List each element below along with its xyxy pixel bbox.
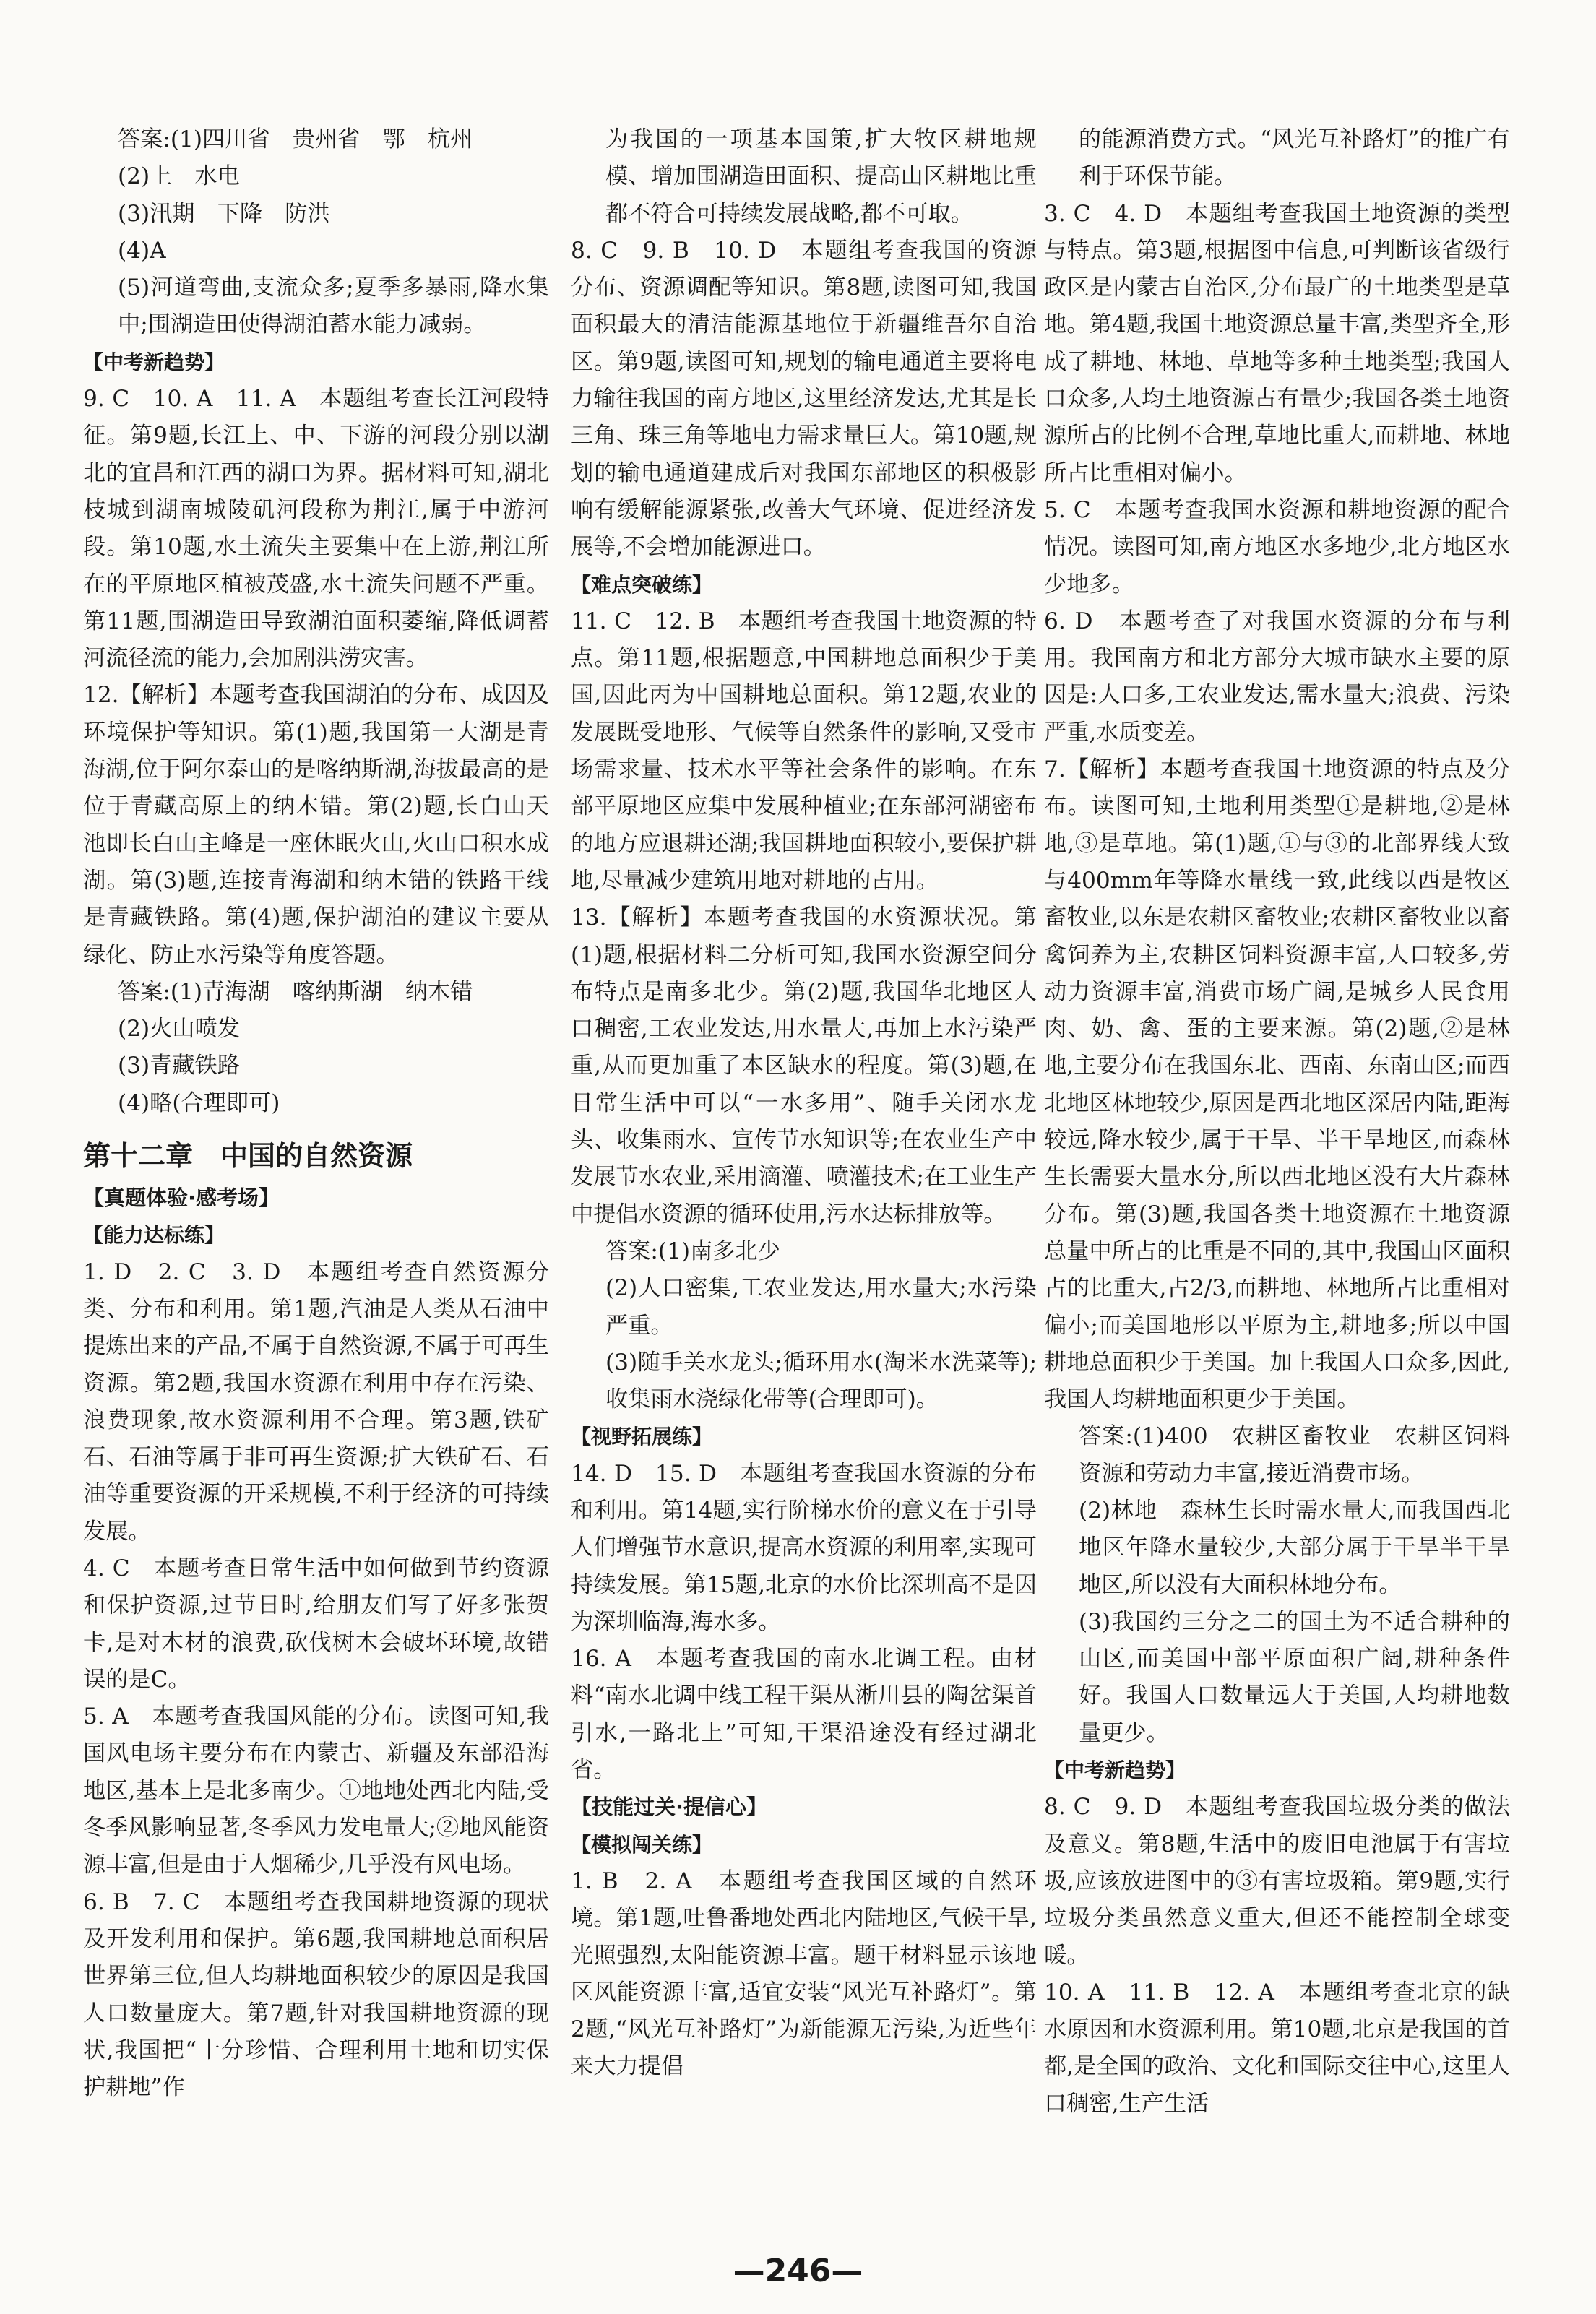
answer-paragraph: 8. C 9. D 本题组考查我国垃圾分类的做法及意义。第8题,生活中的废旧电池属于有害垃圾,应该放进图中的③有害垃圾箱。第9题,实行垃圾分类虽然意义重大,但还不能控制全球变暖。: [1044, 1794, 1510, 1969]
answer-line: 答案:(1)青海湖 喀纳斯湖 纳木错: [118, 978, 473, 1005]
page-number: —246—: [733, 2253, 863, 2289]
answer-paragraph: 10. A 11. B 12. A 本题组考查北京的缺水原因和水资源利用。第10题,北京是我国的首都,是全国的政治、文化和国际交往中心,这里人口稠密,生产生活: [1044, 1979, 1510, 2117]
section-heading: 【中考新趋势】: [83, 350, 225, 374]
answer-paragraph: 8. C 9. B 10. D 本题组考查我国的资源分布、资源调配等知识。第8题,读图可知,我国面积最大的清洁能源基地位于新疆维吾尔自治区。第9题,读图可知,规划的输电通道主要将电力输往我国的南方地区,这里经济发达,尤其是长三角、珠三角等地电力需求量巨大。第10题,规划的输电通道建成后对我国东部地区的积极影响有缓解能源紧张,改善大气环境、促进经济发展等,不会增加能源进口。: [571, 237, 1037, 561]
answer-paragraph: 13.【解析】本题考查我国的水资源状况。第(1)题,根据材料二分析可知,我国水资源空间分布特点是南多北少。第(2)题,我国华北地区人口稠密,工农业发达,用水量大,再加上水污染严重,从而更加重了本区缺水的程度。第(3)题,在日常生活中可以“一水多用”、随手关闭水龙头、收集雨水、宣传节水知识等;在农业生产中发展节水农业,采用滴灌、喷灌技术;在工业生产中提倡水资源的循环使用,污水达标排放等。: [571, 905, 1037, 1227]
column-right: [1044, 121, 1510, 2123]
answer-line: 答案:(1)四川省 贵州省 鄂 杭州: [118, 126, 473, 152]
answer-paragraph: 14. D 15. D 本题组考查我国水资源的分布和利用。第14题,实行阶梯水价的意义在于引导人们增强节水意识,提高水资源的利用率,实现可持续发展。第15题,北京的水价比深圳高不是因为深圳临海,海水多。: [571, 1460, 1037, 1635]
answer-line: (3)汛期 下降 防洪: [118, 200, 330, 227]
answer-paragraph: 12.【解析】本题考查我国湖泊的分布、成因及环境保护等知识。第(1)题,我国第一大湖是青海湖,位于阿尔泰山的是喀纳斯湖,海拔最高的是位于青藏高原上的纳木错。第(2)题,长白山天池即长白山主峰是一座休眠火山,火山口积水成湖。第(3)题,连接青海湖和纳木错的铁路干线是青藏铁路。第(4)题,保护湖泊的建议主要从绿化、防止水污染等角度答题。: [83, 682, 549, 968]
answer-paragraph: 7.【解析】本题考查我国土地资源的特点及分布。读图可知,土地利用类型①是耕地,②是林地,③是草地。第(1)题,①与③的北部界线大致与400mm年等降水量线一致,此线以西是牧区畜牧业,以东是农耕区畜牧业;农耕区畜牧业以畜禽饲养为主,农耕区饲料资源丰富,人口较多,劳动力资源丰富,消费市场广阔,是城乡人民食用肉、奶、禽、蛋的主要来源。第(2)题,②是林地,主要分布在我国东北、西南、东南山区;而西北地区林地较少,原因是西北地区深居内陆,距海较远,降水较少,属于干旱、半干旱地区,而森林生长需要大量水分,所以西北地区没有大片森林分布。第(3)题,我国各类土地资源在土地资源总量中所占的比重是不同的,其中,我国山区面积占的比重大,占2/3,而耕地、林地所占比重相对偏小;而美国地形以平原为主,耕地多;所以中国耕地总面积少于美国。加上我国人口众多,因此,我国人均耕地面积更少于美国。: [1044, 756, 1510, 1413]
column-left: [83, 121, 549, 2106]
answer-line: (2)林地 森林生长时需水量大,而我国西北地区年降水量较少,大部分属于干旱半干旱地区,所以没有大面积林地分布。: [1079, 1497, 1510, 1598]
answer-paragraph: 11. C 12. B 本题组考查我国土地资源的特点。第11题,根据题意,中国耕地总面积少于美国,因此丙为中国耕地总面积。第12题,农业的发展既受地形、气候等自然条件的影响,又受市场需求量、技术水平等社会条件的影响。在东部平原地区应集中发展种植业;在东部河湖密布的地方应退耕还湖;我国耕地面积较小,要保护耕地,尽量减少建筑用地对耕地的占用。: [571, 608, 1037, 894]
answer-line: (2)人口密集,工农业发达,用水量大;水污染严重。: [605, 1275, 1037, 1339]
answer-line: (3)我国约三分之二的国土为不适合耕种的山区,而美国中部平原面积广阔,耕种条件好。我国人口数量远大于美国,人均耕地数量更少。: [1079, 1608, 1510, 1746]
answer-paragraph: 6. D 本题考查了对我国水资源的分布与利用。我国南方和北方部分大城市缺水主要的原因是:人口多,工农业发达,需水量大;浪费、污染严重,水质变差。: [1044, 608, 1510, 746]
answer-line: 答案:(1)400 农耕区畜牧业 农耕区饲料资源和劳动力丰富,接近消费市场。: [1079, 1423, 1510, 1487]
answer-line: 为我国的一项基本国策,扩大牧区耕地规模、增加围湖造田面积、提高山区耕地比重都不符合可持续发展战略,都不可取。: [605, 126, 1037, 227]
answer-line: (3)随手关水龙头;循环用水(淘米水洗菜等);收集雨水浇绿化带等(合理即可)。: [605, 1349, 1037, 1413]
section-heading: 【视野拓展练】: [571, 1425, 713, 1449]
column-middle: [571, 121, 1037, 2086]
answer-line: 的能源消费方式。“风光互补路灯”的推广有利于环保节能。: [1079, 126, 1510, 190]
answer-paragraph: 3. C 4. D 本题组考查我国土地资源的类型与特点。第3题,根据图中信息,可判断该省级行政区是内蒙古自治区,分布最广的土地类型是草地。第4题,我国土地资源总量丰富,类型齐全,形成了耕地、林地、草地等多种土地类型;我国人口众多,人均土地资源占有量少;我国各类土地资源所占的比例不合理,草地比重大,而耕地、林地所占比重相对偏小。: [1044, 200, 1510, 486]
section-heading: 【中考新趋势】: [1044, 1758, 1186, 1783]
answer-line: (4)A: [118, 237, 166, 264]
answer-paragraph: 4. C 本题考查日常生活中如何做到节约资源和保护资源,过节日时,给朋友们写了好多张贺卡,是对木材的浪费,砍伐树木会破坏环境,故错误的是C。: [83, 1555, 549, 1693]
answer-line: (4)略(合理即可): [118, 1089, 280, 1116]
answer-paragraph: 16. A 本题考查我国的南水北调工程。由材料“南水北调中线工程干渠从淅川县的陶岔渠首引水,一路北上”可知,干渠沿途没有经过湖北省。: [571, 1646, 1037, 1784]
answer-paragraph: 5. A 本题考查我国风能的分布。读图可知,我国风电场主要分布在内蒙古、新疆及东部沿海地区,基本上是北多南少。①地地处西北内陆,受冬季风影响显著,冬季风力发电量大;②地风能资源丰富,但是由于人烟稀少,几乎没有风电场。: [83, 1704, 549, 1878]
section-heading: 【难点突破练】: [571, 572, 713, 597]
section-banner: 【真题体验·感考场】: [83, 1186, 280, 1211]
answer-paragraph: 1. D 2. C 3. D 本题组考查自然资源分类、分布和利用。第1题,汽油是人类从石油中提炼出来的产品,不属于自然资源,不属于可再生资源。第2题,我国水资源在利用中存在污染、浪费现象,故水资源利用不合理。第3题,铁矿石、石油等属于非可再生资源;扩大铁矿石、石油等重要资源的开采规模,不利于经济的可持续发展。: [83, 1259, 549, 1545]
answer-paragraph: 9. C 10. A 11. A 本题组考查长江河段特征。第9题,长江上、中、下游的河段分别以湖北的宜昌和江西的湖口为界。据材料可知,湖北枝城到湖南城陵矶河段称为荆江,属于中游河段。第10题,水土流失主要集中在上游,荆江所在的平原地区植被茂盛,水土流失问题不严重。第11题,围湖造田导致湖泊面积萎缩,降低调蓄河流径流的能力,会加剧洪涝灾害。: [83, 386, 549, 672]
answer-paragraph: 6. B 7. C 本题组考查我国耕地资源的现状及开发利用和保护。第6题,我国耕地总面积居世界第三位,但人均耕地面积较少的原因是我国人口数量庞大。第7题,针对我国耕地资源的现状,我国把“十分珍惜、合理利用土地和切实保护耕地”作: [83, 1888, 549, 2101]
answer-line: (2)火山喷发: [118, 1016, 240, 1042]
answer-line: (2)上 水电: [118, 163, 240, 190]
answer-line: (5)河道弯曲,支流众多;夏季多暴雨,降水集中;围湖造田使得湖泊蓄水能力减弱。: [118, 275, 549, 338]
answer-paragraph: 5. C 本题考查我国水资源和耕地资源的配合情况。读图可知,南方地区水多地少,北方地区水少地多。: [1044, 496, 1510, 597]
answer-paragraph: 1. B 2. A 本题组考查我国区域的自然环境。第1题,吐鲁番地处西北内陆地区,气候干旱,光照强烈,太阳能资源丰富。题干材料显示该地区风能资源丰富,适宜安装“风光互补路灯”。第2题,“风光互补路灯”为新能源无污染,为近些年来大力提倡: [571, 1868, 1037, 2080]
chapter-title: 第十二章 中国的自然资源: [83, 1140, 413, 1173]
section-heading: 【能力达标练】: [83, 1223, 225, 1248]
section-banner: 【技能过关·提信心】: [571, 1795, 768, 1820]
answer-line: 答案:(1)南多北少: [605, 1238, 780, 1264]
answer-line: (3)青藏铁路: [118, 1053, 240, 1079]
section-heading: 【模拟闯关练】: [571, 1832, 713, 1857]
